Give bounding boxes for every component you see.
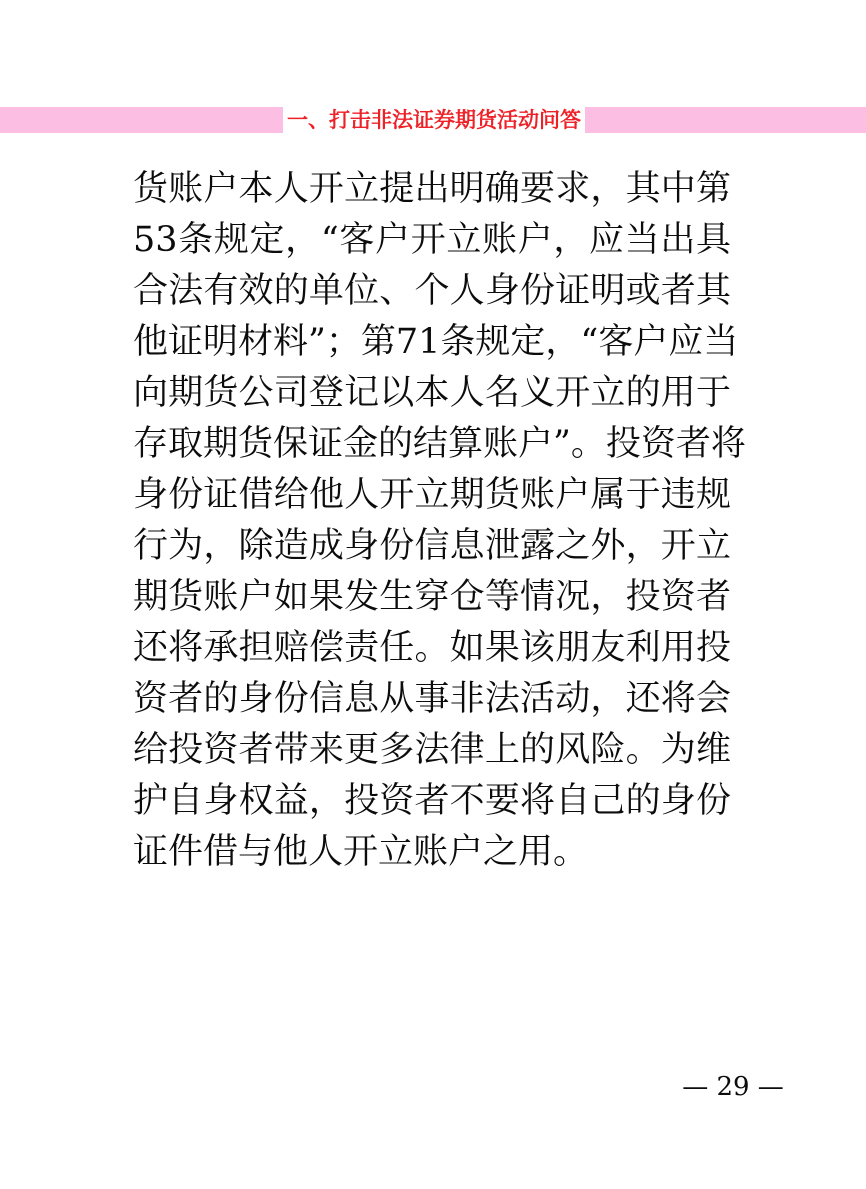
text-line: 合法有效的单位、个人身份证明或者其	[133, 271, 731, 311]
chapter-header-band	[0, 107, 866, 133]
text-line: 他证明材料”；第71条规定，“客户应当	[133, 322, 739, 362]
text-line: 行为，除造成身份信息泄露之外，开立	[133, 526, 731, 566]
text-line: 货账户本人开立提出明确要求，其中第	[133, 169, 731, 209]
chapter-title: 一、打击非法证券期货活动问答	[287, 108, 581, 132]
text-line: 存取期货保证金的结算账户”。投资者将	[133, 424, 746, 464]
text-line: 53条规定，“客户开立账户，应当出具	[133, 220, 731, 260]
text-line: 护自身权益，投资者不要将自己的身份	[133, 781, 731, 821]
body-text	[133, 164, 746, 878]
text-line: 向期货公司登记以本人名义开立的用于	[133, 373, 731, 413]
text-line: 资者的身份信息从事非法活动，还将会	[133, 679, 731, 719]
text-line: 身份证借给他人开立期货账户属于违规	[133, 475, 731, 515]
text-line: 证件借与他人开立账户之用。	[133, 832, 589, 872]
text-line: 还将承担赔偿责任。如果该朋友利用投	[133, 628, 731, 668]
text-line: 给投资者带来更多法律上的风险。为维	[133, 730, 731, 770]
page-number: — 29 —	[682, 1072, 784, 1102]
header-band-left-bar	[0, 107, 283, 133]
header-band-right-bar	[585, 107, 866, 133]
text-line: 期货账户如果发生穿仓等情况，投资者	[133, 577, 731, 617]
